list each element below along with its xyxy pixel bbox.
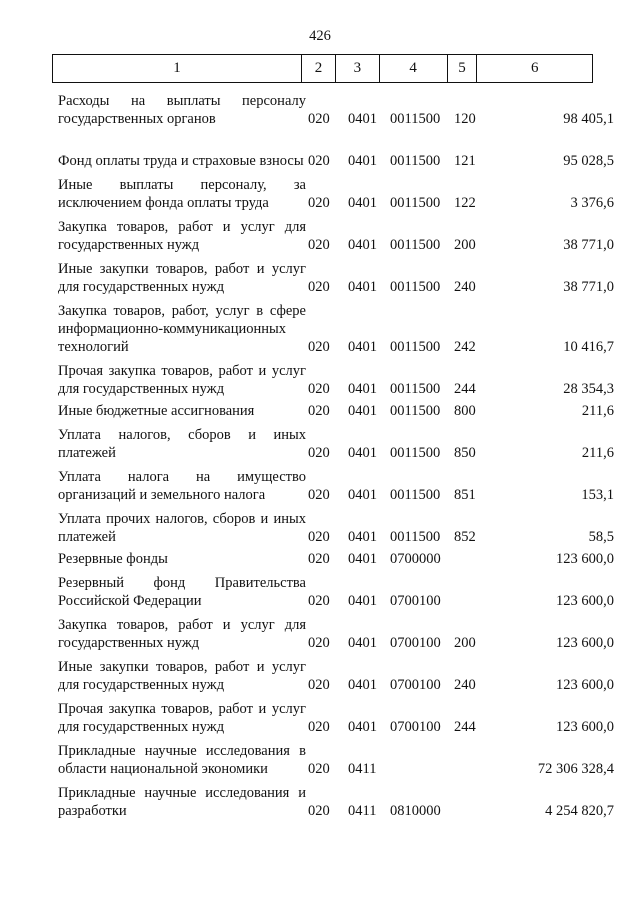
row-col-5 (454, 606, 482, 610)
row-amount: 4 254 820,7 (545, 803, 614, 819)
row-col-5: 800 (454, 403, 476, 419)
row-col-4: 0700000 (390, 551, 441, 567)
row-col-4: 0011500 (390, 339, 441, 355)
row-name: Прочая закупка товаров, работ и услуг для государственных нужд (58, 363, 306, 397)
row-col-5: 244 (454, 719, 476, 735)
table-row (0, 652, 640, 694)
row-col-4 (390, 774, 450, 778)
table-row (0, 462, 640, 504)
row-col-3: 0401 (348, 237, 377, 253)
table-row (0, 212, 640, 254)
row-col-3: 0401 (348, 153, 377, 169)
row-name: Иные закупки товаров, работ и услуг для государственных нужд (58, 659, 306, 693)
row-amount: 38 771,0 (563, 279, 614, 295)
row-col-5: 851 (454, 487, 476, 503)
row-col-5: 122 (454, 195, 476, 211)
row-amount: 10 416,7 (563, 339, 614, 355)
row-col-5: 850 (454, 445, 476, 461)
row-col-4: 0700100 (390, 593, 441, 609)
row-name: Расходы на выплаты персоналу государственных органов (58, 93, 306, 127)
table-header (52, 54, 593, 83)
row-col-2: 020 (308, 719, 330, 735)
row-col-4: 0011500 (390, 403, 441, 419)
row-col-5: 121 (454, 153, 476, 169)
header-col-4: 4 (380, 55, 448, 82)
row-col-3: 0401 (348, 279, 377, 295)
row-col-5: 200 (454, 635, 476, 651)
row-name: Фонд оплаты труда и страховые взносы (58, 153, 304, 169)
row-col-2: 020 (308, 445, 330, 461)
table-row (0, 694, 640, 736)
row-col-4: 0810000 (390, 803, 441, 819)
row-col-4: 0011500 (390, 487, 441, 503)
row-col-3: 0401 (348, 111, 377, 127)
row-amount: 72 306 328,4 (537, 761, 614, 777)
header-col-2: 2 (302, 55, 336, 82)
row-col-2: 020 (308, 635, 330, 651)
row-col-4: 0011500 (390, 529, 441, 545)
row-col-5: 240 (454, 677, 476, 693)
header-col-1: 1 (53, 55, 302, 82)
table-row (0, 398, 640, 420)
table-row (0, 546, 640, 568)
row-col-3: 0401 (348, 403, 377, 419)
row-col-4: 0700100 (390, 719, 441, 735)
table-row (0, 610, 640, 652)
row-amount: 28 354,3 (563, 381, 614, 397)
table-row (0, 296, 640, 356)
row-amount: 98 405,1 (563, 111, 614, 127)
table-row (0, 778, 640, 820)
row-amount: 95 028,5 (563, 153, 614, 169)
row-col-4: 0011500 (390, 237, 441, 253)
page-number: 426 (309, 28, 331, 44)
row-col-4: 0011500 (390, 153, 441, 169)
table-row (0, 504, 640, 546)
row-col-3: 0401 (348, 195, 377, 211)
table-row (0, 736, 640, 778)
table-row (0, 568, 640, 610)
row-col-2: 020 (308, 111, 330, 127)
row-amount: 123 600,0 (556, 551, 614, 567)
row-col-2: 020 (308, 381, 330, 397)
row-col-3: 0411 (348, 803, 377, 819)
row-col-3: 0401 (348, 677, 377, 693)
row-col-2: 020 (308, 237, 330, 253)
row-name: Закупка товаров, работ и услуг для государственных нужд (58, 617, 306, 651)
row-col-5: 200 (454, 237, 476, 253)
row-col-2: 020 (308, 803, 330, 819)
row-col-5: 120 (454, 111, 476, 127)
row-col-2: 020 (308, 677, 330, 693)
row-name: Резервные фонды (58, 551, 168, 567)
row-amount: 38 771,0 (563, 237, 614, 253)
row-name: Уплата прочих налогов, сборов и иных платежей (58, 511, 306, 545)
row-name: Прочая закупка товаров, работ и услуг для государственных нужд (58, 701, 306, 735)
row-name: Закупка товаров, работ и услуг для государственных нужд (58, 219, 306, 253)
row-amount: 3 376,6 (570, 195, 614, 211)
row-amount: 123 600,0 (556, 677, 614, 693)
row-col-4: 0011500 (390, 279, 441, 295)
row-col-5 (454, 774, 482, 778)
row-col-5: 242 (454, 339, 476, 355)
header-col-3: 3 (336, 55, 380, 82)
table-row (0, 86, 640, 128)
table-body (0, 86, 640, 820)
row-amount: 211,6 (581, 445, 614, 461)
row-name: Прикладные научные исследования в области национальной экономики (58, 743, 306, 777)
row-name: Иные закупки товаров, работ и услуг для государственных нужд (58, 261, 306, 295)
row-amount: 153,1 (581, 487, 614, 503)
table-row (0, 356, 640, 398)
row-amount: 211,6 (581, 403, 614, 419)
row-col-4: 0011500 (390, 445, 441, 461)
row-col-5: 244 (454, 381, 476, 397)
row-col-3: 0401 (348, 529, 377, 545)
row-col-2: 020 (308, 153, 330, 169)
row-col-2: 020 (308, 593, 330, 609)
row-name: Иные выплаты персоналу, за исключением фонда оплаты труда (58, 177, 306, 211)
row-amount: 123 600,0 (556, 719, 614, 735)
row-col-3: 0401 (348, 487, 377, 503)
row-col-3: 0401 (348, 551, 377, 567)
row-col-3: 0401 (348, 593, 377, 609)
row-col-4: 0011500 (390, 381, 441, 397)
row-col-3: 0401 (348, 381, 377, 397)
row-name: Резервный фонд Правительства Российской Федерации (58, 575, 306, 609)
row-name: Уплата налога на имущество организаций и земельного налога (58, 469, 306, 503)
row-name: Прикладные научные исследования и разработки (58, 785, 306, 819)
row-col-5: 852 (454, 529, 476, 545)
row-col-5: 240 (454, 279, 476, 295)
table-row (0, 128, 640, 170)
row-col-2: 020 (308, 551, 330, 567)
row-col-2: 020 (308, 339, 330, 355)
row-col-3: 0411 (348, 761, 377, 777)
row-col-4: 0700100 (390, 677, 441, 693)
row-name: Закупка товаров, работ, услуг в сфере информационно-коммуникационных технологий (58, 303, 306, 355)
row-col-4: 0700100 (390, 635, 441, 651)
row-col-3: 0401 (348, 719, 377, 735)
row-amount: 123 600,0 (556, 635, 614, 651)
row-name: Уплата налогов, сборов и иных платежей (58, 427, 306, 461)
row-col-2: 020 (308, 529, 330, 545)
row-amount: 58,5 (588, 529, 614, 545)
table-row (0, 254, 640, 296)
header-col-5: 5 (448, 55, 478, 82)
row-col-5 (454, 564, 482, 568)
row-col-4: 0011500 (390, 111, 441, 127)
row-name: Иные бюджетные ассигнования (58, 403, 255, 419)
row-col-2: 020 (308, 761, 330, 777)
row-col-3: 0401 (348, 635, 377, 651)
row-col-5 (454, 816, 482, 820)
row-col-4: 0011500 (390, 195, 441, 211)
table-row (0, 170, 640, 212)
row-amount: 123 600,0 (556, 593, 614, 609)
row-col-3: 0401 (348, 339, 377, 355)
row-col-3: 0401 (348, 445, 377, 461)
row-col-2: 020 (308, 195, 330, 211)
table-row (0, 420, 640, 462)
row-col-2: 020 (308, 487, 330, 503)
header-col-6: 6 (530, 60, 539, 76)
row-col-2: 020 (308, 279, 330, 295)
row-col-2: 020 (308, 403, 330, 419)
